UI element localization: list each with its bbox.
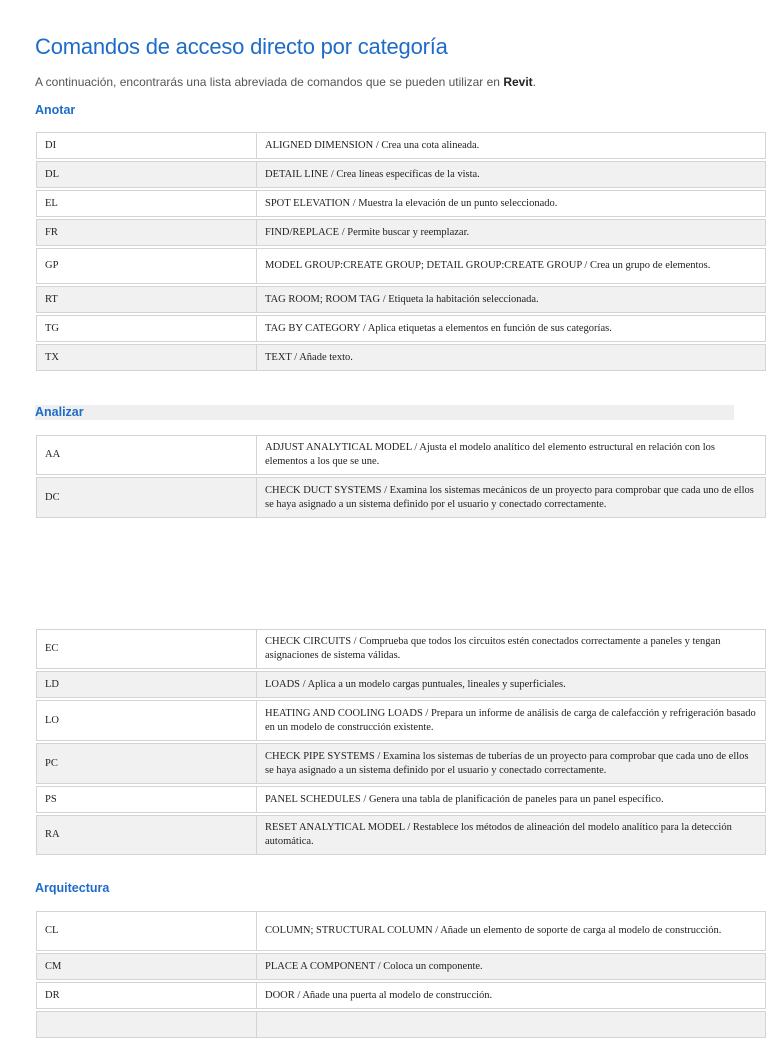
intro-strong: Revit	[503, 75, 533, 89]
command-description	[256, 1011, 766, 1038]
command-description: DOOR / Añade una puerta al modelo de construcción.	[256, 982, 766, 1009]
table-row	[36, 1011, 766, 1038]
command-description: CHECK CIRCUITS / Comprueba que todos los circuitos estén conectados correctamente a paneles y tengan asignaciones de sistema válidas.	[256, 629, 766, 669]
command-description: TAG BY CATEGORY / Aplica etiquetas a elementos en función de sus categorías.	[256, 315, 766, 342]
command-description: PLACE A COMPONENT / Coloca un componente.	[256, 953, 766, 980]
table-row	[36, 435, 766, 475]
table-row	[36, 982, 766, 1009]
intro-suffix: .	[532, 75, 536, 89]
command-code: GP	[36, 248, 256, 284]
table-analizar-top	[36, 433, 766, 520]
table-row	[36, 629, 766, 669]
command-code: DC	[36, 477, 256, 518]
command-code: PC	[36, 743, 256, 784]
section-heading-analizar: Analizar	[35, 405, 734, 420]
command-description: PANEL SCHEDULES / Genera una tabla de planificación de paneles para un panel específico.	[256, 786, 766, 813]
table-row	[36, 700, 766, 741]
command-code: DR	[36, 982, 256, 1009]
table-row	[36, 344, 766, 371]
command-code: CL	[36, 911, 256, 951]
section-heading-arquitectura: Arquitectura	[35, 881, 110, 895]
command-description: HEATING AND COOLING LOADS / Prepara un informe de análisis de carga de calefacción y refrigeración basado en un modelo de construcción existente.	[256, 700, 766, 741]
table-row	[36, 953, 766, 980]
command-code: AA	[36, 435, 256, 475]
command-code	[36, 1011, 256, 1038]
table-anotar	[36, 130, 766, 373]
command-code: FR	[36, 219, 256, 246]
command-description: ALIGNED DIMENSION / Crea una cota alineada.	[256, 132, 766, 159]
command-code: RT	[36, 286, 256, 313]
command-code: EL	[36, 190, 256, 217]
table-row	[36, 248, 766, 284]
command-description: COLUMN; STRUCTURAL COLUMN / Añade un elemento de soporte de carga al modelo de construcción.	[256, 911, 766, 951]
command-code: CM	[36, 953, 256, 980]
command-description: SPOT ELEVATION / Muestra la elevación de un punto seleccionado.	[256, 190, 766, 217]
command-code: LD	[36, 671, 256, 698]
table-row	[36, 743, 766, 784]
command-description: TEXT / Añade texto.	[256, 344, 766, 371]
table-row	[36, 219, 766, 246]
intro-text: A continuación, encontrarás una lista abreviada de comandos que se pueden utilizar en	[35, 75, 504, 89]
command-code: TX	[36, 344, 256, 371]
command-description: ADJUST ANALYTICAL MODEL / Ajusta el modelo analítico del elemento estructural en relación con los elementos a los que se une.	[256, 435, 766, 475]
page-title: Comandos de acceso directo por categoría	[35, 34, 448, 59]
command-code: RA	[36, 815, 256, 855]
table-row	[36, 671, 766, 698]
command-description: TAG ROOM; ROOM TAG / Etiqueta la habitación seleccionada.	[256, 286, 766, 313]
table-row	[36, 315, 766, 342]
table-row	[36, 286, 766, 313]
command-description: CHECK DUCT SYSTEMS / Examina los sistemas mecánicos de un proyecto para comprobar que cada uno de ellos se haya asignado a un sistema definido por el usuario y conectado correctamente.	[256, 477, 766, 518]
table-row	[36, 132, 766, 159]
command-code: TG	[36, 315, 256, 342]
table-row	[36, 161, 766, 188]
command-code: PS	[36, 786, 256, 813]
intro-paragraph	[35, 75, 536, 89]
command-description: CHECK PIPE SYSTEMS / Examina los sistemas de tuberías de un proyecto para comprobar que cada uno de ellos se haya asignado a un sistema definido por el usuario y conectado correctamente.	[256, 743, 766, 784]
table-arquitectura	[36, 909, 766, 1040]
command-code: EC	[36, 629, 256, 669]
table-row	[36, 190, 766, 217]
command-description: MODEL GROUP:CREATE GROUP; DETAIL GROUP:CREATE GROUP / Crea un grupo de elementos.	[256, 248, 766, 284]
table-row	[36, 815, 766, 855]
command-description: RESET ANALYTICAL MODEL / Restablece los métodos de alineación del modelo analítico para la detección automática.	[256, 815, 766, 855]
command-code: DI	[36, 132, 256, 159]
section-heading-anotar: Anotar	[35, 103, 76, 117]
command-code: DL	[36, 161, 256, 188]
table-row	[36, 477, 766, 518]
table-row	[36, 786, 766, 813]
command-description: FIND/REPLACE / Permite buscar y reemplazar.	[256, 219, 766, 246]
table-row	[36, 911, 766, 951]
command-description: LOADS / Aplica a un modelo cargas puntuales, lineales y superficiales.	[256, 671, 766, 698]
command-code: LO	[36, 700, 256, 741]
command-description: DETAIL LINE / Crea líneas específicas de la vista.	[256, 161, 766, 188]
table-analizar-bottom	[36, 627, 766, 857]
